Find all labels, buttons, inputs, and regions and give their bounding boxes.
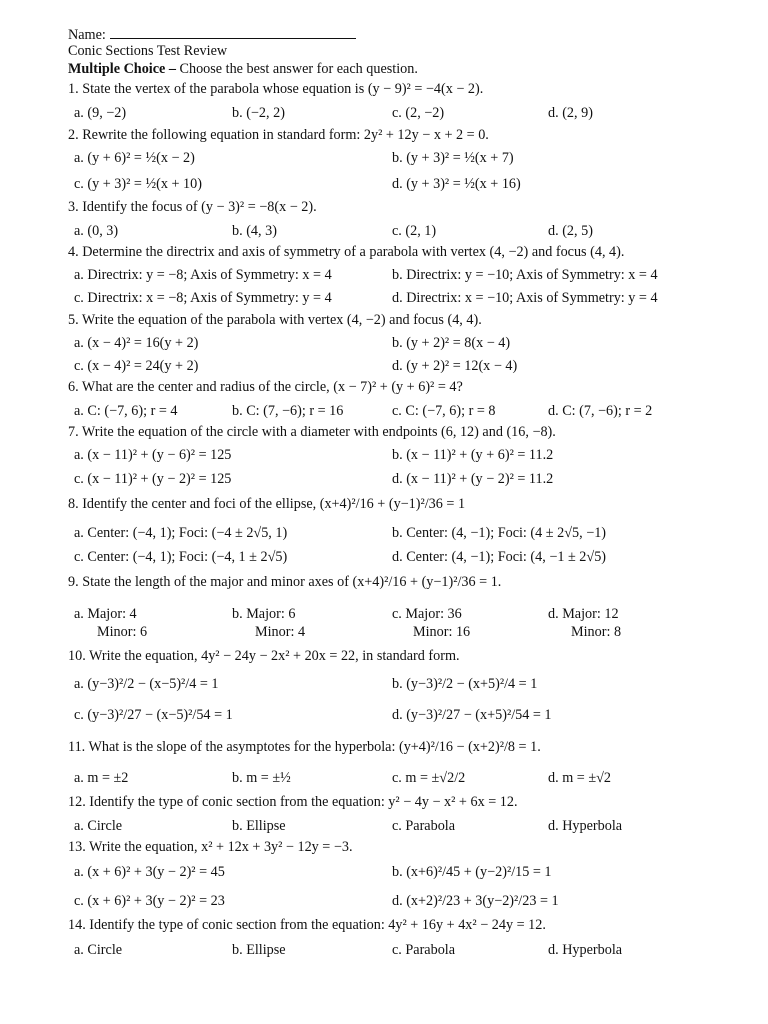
question-5: 5. Write the equation of the parabola with vertex (4, −2) and focus (4, 4). [68,312,482,328]
q10-option-a: a. (y−3)²/2 − (x−5)²/4 = 1 [74,676,219,692]
question-7: 7. Write the equation of the circle with a diameter with endpoints (6, 12) and (16, −8). [68,424,556,440]
q14-option-b: b. Ellipse [232,942,286,958]
q1-option-d: d. (2, 9) [548,105,593,121]
q13-option-c: c. (x + 6)² + 3(y − 2)² = 23 [74,893,225,909]
question-9: 9. State the length of the major and minor axes of (x+4)²/16 + (y−1)²/36 = 1. [68,574,502,590]
question-8: 8. Identify the center and foci of the ellipse, (x+4)²/16 + (y−1)²/36 = 1 [68,496,466,512]
q3-option-d: d. (2, 5) [548,223,593,239]
question-2: 2. Rewrite the following equation in standard form: 2y² + 12y − x + 2 = 0. [68,127,489,143]
question-3: 3. Identify the focus of (y − 3)² = −8(x − 2). [68,199,317,215]
q12-option-b: b. Ellipse [232,818,286,834]
q3-option-b: b. (4, 3) [232,223,277,239]
q10-option-c: c. (y−3)²/27 − (x−5)²/54 = 1 [74,707,233,723]
question-6: 6. What are the center and radius of the circle, (x − 7)² + (y + 6)² = 4? [68,379,463,395]
q6-option-c: c. C: (−7, 6); r = 8 [392,403,496,419]
q12-option-c: c. Parabola [392,818,456,834]
q3-option-a: a. (0, 3) [74,223,119,239]
name-label: Name: [68,27,106,43]
question-12: 12. Identify the type of conic section from the equation: y² − 4y − x² + 6x = 12. [68,794,518,810]
question-1: 1. State the vertex of the parabola whose equation is (y − 9)² = −4(x − 2). [68,81,484,97]
q13-option-a: a. (x + 6)² + 3(y − 2)² = 45 [74,864,225,880]
q6-option-a: a. C: (−7, 6); r = 4 [74,403,178,419]
q4-option-a: a. Directrix: y = −8; Axis of Symmetry: x = 4 [74,267,332,283]
q4-option-d: d. Directrix: x = −10; Axis of Symmetry: y = 4 [392,290,658,306]
q7-option-b: b. (x − 11)² + (y + 6)² = 11.2 [392,447,554,463]
q7-option-c: c. (x − 11)² + (y − 2)² = 125 [74,471,232,487]
q13-option-b: b. (x+6)²/45 + (y−2)²/15 = 1 [392,864,552,880]
q10-option-d: d. (y−3)²/27 − (x+5)²/54 = 1 [392,707,552,723]
mc-label: Multiple Choice – [68,61,176,77]
q9-option-d: d. Major: 12 [548,606,619,622]
q14-option-d: d. Hyperbola [548,942,623,958]
q5-option-a: a. (x − 4)² = 16(y + 2) [74,335,199,351]
q14-option-c: c. Parabola [392,942,456,958]
q2-option-b: b. (y + 3)² = ½(x + 7) [392,150,514,166]
q7-option-a: a. (x − 11)² + (y − 6)² = 125 [74,447,232,463]
q1-option-c: c. (2, −2) [392,105,445,121]
q5-option-c: c. (x − 4)² = 24(y + 2) [74,358,199,374]
q9-option-a-minor: Minor: 6 [97,624,148,640]
q12-option-d: d. Hyperbola [548,818,623,834]
q9-option-d-minor: Minor: 8 [571,624,622,640]
name-blank-line [110,26,356,39]
section-heading [68,62,418,76]
q6-option-d: d. C: (7, −6); r = 2 [548,403,653,419]
q11-option-c: c. m = ±√2/2 [392,770,466,786]
q11-option-a: a. m = ±2 [74,770,129,786]
q2-option-a: a. (y + 6)² = ½(x − 2) [74,150,195,166]
worksheet-title: Conic Sections Test Review [68,43,228,59]
q12-option-a: a. Circle [74,818,123,834]
q4-option-b: b. Directrix: y = −10; Axis of Symmetry: x = 4 [392,267,658,283]
question-13: 13. Write the equation, x² + 12x + 3y² − 12y = −3. [68,839,353,855]
question-4: 4. Determine the directrix and axis of symmetry of a parabola with vertex (4, −2) and focus (4, 4). [68,244,625,260]
question-10: 10. Write the equation, 4y² − 24y − 2x² + 20x = 22, in standard form. [68,648,460,664]
q11-option-d: d. m = ±√2 [548,770,611,786]
q7-option-d: d. (x − 11)² + (y − 2)² = 11.2 [392,471,554,487]
q9-option-c-minor: Minor: 16 [413,624,471,640]
q8-option-a: a. Center: (−4, 1); Foci: (−4 ± 2√5, 1) [74,525,288,541]
q9-option-a: a. Major: 4 [74,606,137,622]
mc-instruction: Choose the best answer for each question. [179,61,418,77]
q8-option-b: b. Center: (4, −1); Foci: (4 ± 2√5, −1) [392,525,607,541]
q11-option-b: b. m = ±½ [232,770,291,786]
q5-option-d: d. (y + 2)² = 12(x − 4) [392,358,518,374]
q9-option-b: b. Major: 6 [232,606,296,622]
q8-option-c: c. Center: (−4, 1); Foci: (−4, 1 ± 2√5) [74,549,288,565]
q2-option-d: d. (y + 3)² = ½(x + 16) [392,176,521,192]
q9-option-c: c. Major: 36 [392,606,462,622]
q6-option-b: b. C: (7, −6); r = 16 [232,403,344,419]
question-14: 14. Identify the type of conic section from the equation: 4y² + 16y + 4x² − 24y = 12. [68,917,546,933]
q5-option-b: b. (y + 2)² = 8(x − 4) [392,335,511,351]
q1-option-b: b. (−2, 2) [232,105,285,121]
q1-option-a: a. (9, −2) [74,105,127,121]
name-row [68,26,356,42]
q4-option-c: c. Directrix: x = −8; Axis of Symmetry: y = 4 [74,290,332,306]
question-11: 11. What is the slope of the asymptotes for the hyperbola: (y+4)²/16 − (x+2)²/8 = 1. [68,739,541,755]
q14-option-a: a. Circle [74,942,123,958]
q2-option-c: c. (y + 3)² = ½(x + 10) [74,176,202,192]
q3-option-c: c. (2, 1) [392,223,437,239]
q8-option-d: d. Center: (4, −1); Foci: (4, −1 ± 2√5) [392,549,607,565]
q10-option-b: b. (y−3)²/2 − (x+5)²/4 = 1 [392,676,538,692]
q13-option-d: d. (x+2)²/23 + 3(y−2)²/23 = 1 [392,893,559,909]
q9-option-b-minor: Minor: 4 [255,624,306,640]
